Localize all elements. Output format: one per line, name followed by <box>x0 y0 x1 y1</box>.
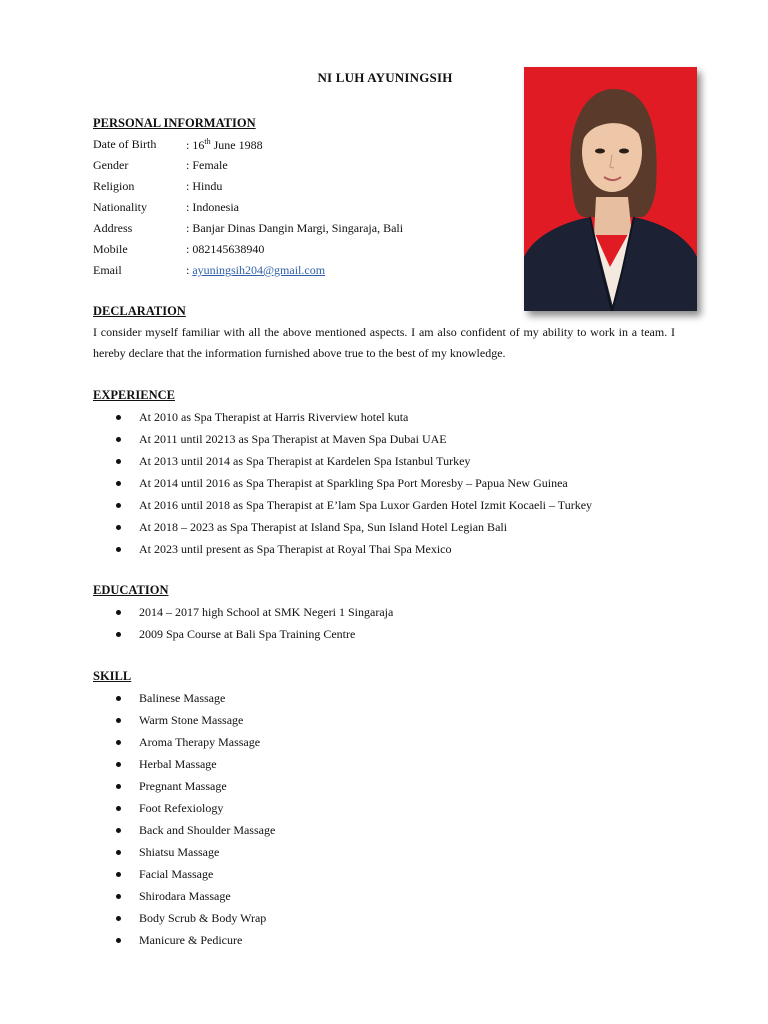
email-link[interactable]: ayuningsih204@gmail.com <box>192 263 326 277</box>
declaration-text: I consider myself familiar with all the above mentioned aspects. I am also confident of my ability to work in a team. I hereby declare that the information furnished above true to the best of my knowledge. <box>93 325 675 360</box>
bullet-icon <box>116 872 121 877</box>
info-value: : Hindu <box>186 179 223 193</box>
list-item: Back and Shoulder Massage <box>93 819 275 841</box>
bullet-icon <box>116 762 121 767</box>
candidate-name: NI LUH AYUNINGSIH <box>317 70 453 85</box>
skill-list <box>93 687 275 951</box>
bullet-icon <box>116 610 121 615</box>
bullet-icon <box>116 547 121 552</box>
section-title-declaration: DECLARATION <box>93 304 186 318</box>
list-item: At 2016 until 2018 as Spa Therapist at E’lam Spa Luxor Garden Hotel Izmit Kocaeli – Turkey <box>93 494 592 516</box>
bullet-icon <box>116 828 121 833</box>
info-label: Date of Birth <box>93 137 157 151</box>
list-item: Balinese Massage <box>93 687 275 709</box>
bullet-icon <box>116 916 121 921</box>
list-item: At 2023 until present as Spa Therapist at Royal Thai Spa Mexico <box>93 538 592 560</box>
bullet-icon <box>116 850 121 855</box>
info-label: Email <box>93 263 122 277</box>
list-item: 2014 – 2017 high School at SMK Negeri 1 Singaraja <box>93 601 393 623</box>
list-item: At 2018 – 2023 as Spa Therapist at Island Spa, Sun Island Hotel Legian Bali <box>93 516 592 538</box>
list-item: Foot Refexiology <box>93 797 275 819</box>
profile-photo <box>524 67 697 311</box>
section-title-skill: SKILL <box>93 669 132 683</box>
bullet-icon <box>116 503 121 508</box>
info-label: Nationality <box>93 200 147 214</box>
info-label: Religion <box>93 179 135 193</box>
section-title-education: EDUCATION <box>93 583 169 597</box>
info-value: : Banjar Dinas Dangin Margi, Singaraja, Bali <box>186 221 404 235</box>
list-item: Body Scrub & Body Wrap <box>93 907 275 929</box>
info-label: Mobile <box>93 242 128 256</box>
experience-list <box>93 406 592 560</box>
info-value: : Indonesia <box>186 200 239 214</box>
info-value: : Female <box>186 158 228 172</box>
bullet-icon <box>116 481 121 486</box>
bullet-icon <box>116 632 121 637</box>
bullet-icon <box>116 718 121 723</box>
bullet-icon <box>116 525 121 530</box>
list-item: Pregnant Massage <box>93 775 275 797</box>
bullet-icon <box>116 938 121 943</box>
bullet-icon <box>116 696 121 701</box>
info-label: Address <box>93 221 133 235</box>
info-value: : ayuningsih204@gmail.com <box>186 263 326 277</box>
list-item: Manicure & Pedicure <box>93 929 275 951</box>
list-item: At 2013 until 2014 as Spa Therapist at Kardelen Spa Istanbul Turkey <box>93 450 592 472</box>
list-item: Warm Stone Massage <box>93 709 275 731</box>
list-item: At 2011 until 20213 as Spa Therapist at Maven Spa Dubai UAE <box>93 428 592 450</box>
info-value: : 16th June 1988 <box>186 137 263 152</box>
list-item: At 2014 until 2016 as Spa Therapist at Sparkling Spa Port Moresby – Papua New Guinea <box>93 472 592 494</box>
bullet-icon <box>116 459 121 464</box>
info-value: : 082145638940 <box>186 242 265 256</box>
list-item: Herbal Massage <box>93 753 275 775</box>
bullet-icon <box>116 740 121 745</box>
bullet-icon <box>116 894 121 899</box>
list-item: Shiatsu Massage <box>93 841 275 863</box>
info-label: Gender <box>93 158 129 172</box>
list-item: At 2010 as Spa Therapist at Harris Riverview hotel kuta <box>93 406 592 428</box>
section-title-experience: EXPERIENCE <box>93 388 175 402</box>
list-item: Aroma Therapy Massage <box>93 731 275 753</box>
portrait-illustration <box>524 67 697 311</box>
list-item: Shirodara Massage <box>93 885 275 907</box>
bullet-icon <box>116 437 121 442</box>
bullet-icon <box>116 784 121 789</box>
section-title-personal: PERSONAL INFORMATION <box>93 116 256 130</box>
bullet-icon <box>116 415 121 420</box>
education-list <box>93 601 393 645</box>
list-item: 2009 Spa Course at Bali Spa Training Centre <box>93 623 393 645</box>
bullet-icon <box>116 806 121 811</box>
list-item: Facial Massage <box>93 863 275 885</box>
